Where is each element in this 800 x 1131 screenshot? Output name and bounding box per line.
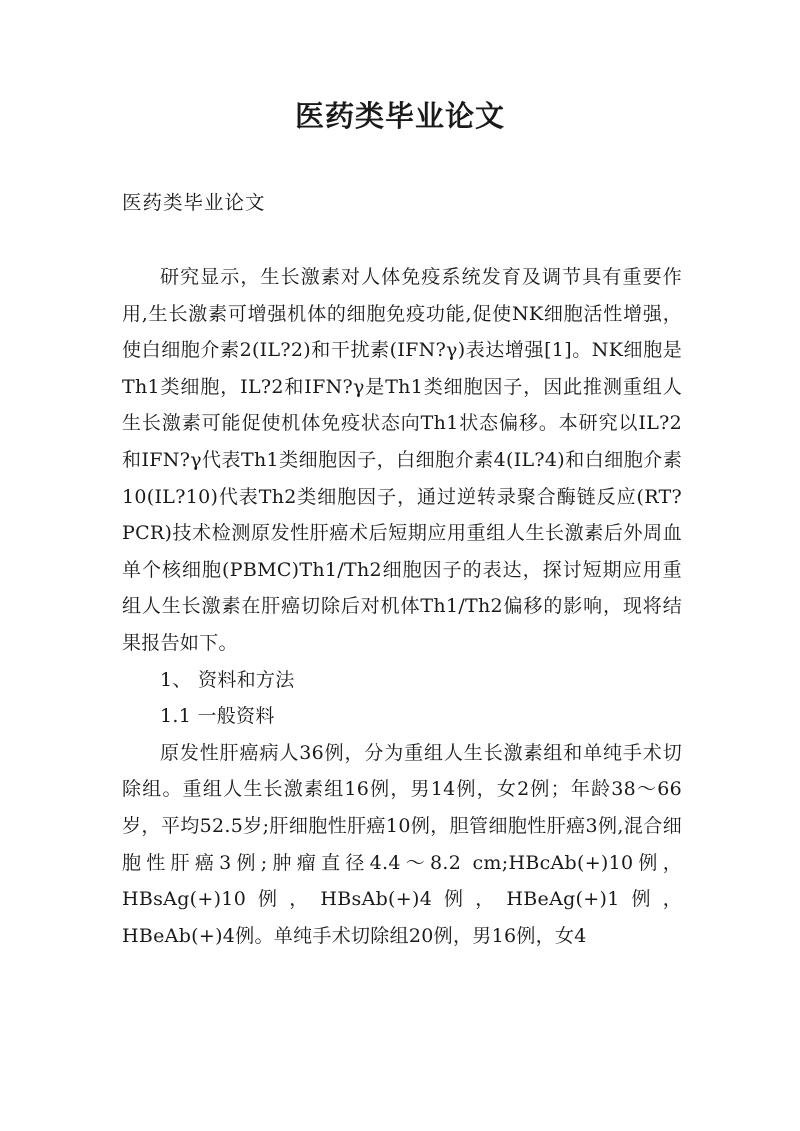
document-subtitle: 医药类毕业论文 <box>122 191 266 214</box>
document-body <box>122 259 682 954</box>
paragraph-intro: 研究显示，生长激素对人体免疫系统发育及调节具有重要作用,生长激素可增强机体的细胞免疫功能,促使NK细胞活性增强，使白细胞介素2(IL?2)和干扰素(IFN?γ)表达增强[1]。NK细胞是Th1类细胞，IL?2和IFN?γ是Th1类细胞因子，因此推测重组人生长激素可能促使机体免疫状态向Th1状态偏移。本研究以IL?2和IFN?γ代表Th1类细胞因子，白细胞介素4(IL?4)和白细胞介素10(IL?10)代表Th2类细胞因子，通过逆转录聚合酶链反应(RT?PCR)技术检测原发性肝癌术后短期应用重组人生长激素后外周血单个核细胞(PBMC)Th1/Th2细胞因子的表达，探讨短期应用重组人生长激素在肝癌切除后对机体Th1/Th2偏移的影响，现将结果报告如下。 <box>122 266 682 654</box>
document-title: 医药类毕业论文 <box>294 99 505 133</box>
paragraph-general-data: 原发性肝癌病人36例，分为重组人生长激素组和单纯手术切除组。重组人生长激素组16例，男14例，女2例；年龄38～66岁，平均52.5岁;肝细胞性肝癌10例，胆管细胞性肝癌3例,混合细胞性肝癌3例;肿瘤直径4.4～8.2 cm;HBcAb(+)10例，HBsAg(+)10例，HBsAb(+)4例，HBeAg(+)1例，HBeAb(+)4例。单纯手术切除组20例，男16例，女4 <box>122 741 682 947</box>
subsection-heading: 1.1 一般资料 <box>160 705 275 728</box>
section-heading: 1、 资料和方法 <box>160 668 295 691</box>
